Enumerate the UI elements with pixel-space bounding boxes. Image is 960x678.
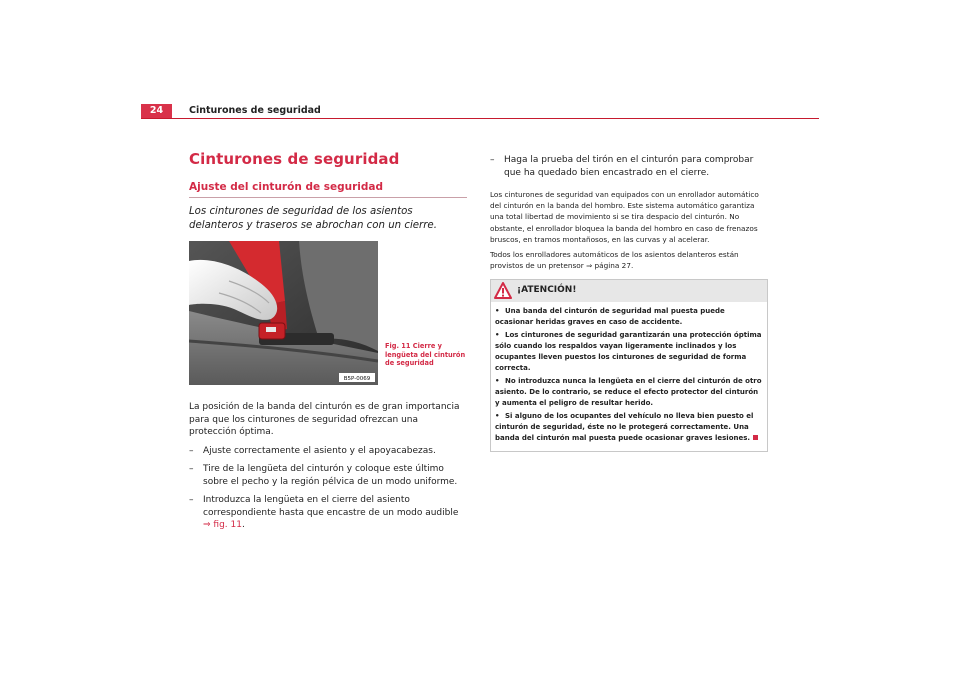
page-title: Cinturones de seguridad bbox=[189, 150, 400, 168]
bullet: • bbox=[495, 331, 500, 340]
header-title: Cinturones de seguridad bbox=[189, 105, 321, 116]
end-mark-icon bbox=[753, 435, 758, 440]
warning-item-text: Si alguno de los ocupantes del vehículo no lleva bien puesto el cinturón de seguridad, éste no le protegerá correctamente. Una banda del cinturón mal puesta puede ocasionar graves lesiones. bbox=[495, 412, 754, 443]
warning-title: ¡ATENCIÓN! bbox=[517, 285, 577, 296]
warning-item-text: Una banda del cinturón de seguridad mal puesta puede ocasionar heridas graves en caso de accidente. bbox=[495, 307, 725, 327]
list-item bbox=[189, 445, 467, 458]
list-item bbox=[189, 494, 467, 532]
warning-box bbox=[490, 279, 768, 452]
page-number: 24 bbox=[141, 104, 172, 118]
list-item-text: Tire de la lengüeta del cinturón y coloque este último sobre el pecho y la región pélvica de un modo uniforme. bbox=[203, 464, 458, 487]
list-item-text: Haga la prueba del tirón en el cinturón para comprobar que ha quedado bien encastrado en el cierre. bbox=[504, 155, 754, 178]
warning-triangle-icon bbox=[494, 282, 512, 303]
list-dash: – bbox=[189, 445, 194, 456]
list-dash: – bbox=[490, 155, 495, 165]
warning-item bbox=[495, 330, 763, 374]
bullet: • bbox=[495, 412, 500, 421]
warning-body bbox=[491, 302, 767, 451]
intro-paragraph: La posición de la banda del cinturón es de gran importancia para que los cinturones de seguridad ofrezcan una protección óptima. bbox=[189, 402, 460, 437]
warning-item-text: Los cinturones de seguridad garantizarán una protección óptima sólo cuando los respaldos vayan ligeramente inclinados y los ocupantes lleven puestos los cinturones de seguridad de forma correcta. bbox=[495, 331, 762, 373]
list-dash: – bbox=[189, 464, 194, 474]
pretensioner-text: Todos los enrolladores automáticos de los asientos delanteros están provistos de un pretensor bbox=[490, 250, 739, 271]
figure-link[interactable]: ⇒ fig. 11 bbox=[203, 520, 242, 530]
pretensioner-paragraph bbox=[490, 249, 770, 271]
page-header bbox=[141, 104, 819, 119]
list-dash: – bbox=[189, 495, 194, 505]
list-item bbox=[189, 463, 467, 488]
list-item-text: Ajuste correctamente el asiento y el apoyacabezas. bbox=[203, 445, 436, 456]
list-item-end: . bbox=[241, 520, 245, 530]
figure-caption: Fig. 11 Cierre y lengüeta del cinturón de seguridad bbox=[385, 342, 466, 367]
figure-code: B5P-0069 bbox=[343, 376, 371, 382]
right-column bbox=[490, 150, 770, 452]
bullet: • bbox=[495, 307, 500, 316]
figure bbox=[189, 241, 467, 387]
lead-text: Los cinturones de seguridad de los asientos delanteros y traseros se abrochan con un cierre. bbox=[189, 206, 437, 231]
warning-item bbox=[495, 411, 763, 444]
list-item-text: Introduzca la lengüeta en el cierre del asiento correspondiente hasta que encastre de un modo audible bbox=[203, 495, 459, 518]
page-link[interactable]: ⇒ página 27 bbox=[586, 261, 631, 271]
warning-item bbox=[495, 306, 763, 328]
warning-item bbox=[495, 376, 763, 409]
retractor-paragraph: Los cinturones de seguridad van equipados con un enrollador automático del cinturón en la banda del hombro. Este sistema automático garantiza una total libertad de movimiento si se tira despacio del cinturón. No obstante, el enrollador bloquea la banda del hombro en caso de frenazos bruscos, en tramos montañosos, en las curvas y al acelerar. bbox=[490, 190, 759, 244]
list-item bbox=[490, 154, 770, 179]
section-heading: Ajuste del cinturón de seguridad bbox=[189, 181, 467, 198]
bullet: • bbox=[495, 377, 500, 386]
warning-header bbox=[491, 280, 767, 302]
pretensioner-end: . bbox=[630, 261, 634, 271]
left-column bbox=[189, 150, 467, 532]
warning-item-text: No introduzca nunca la lengüeta en el cierre del cinturón de otro asiento. De lo contrario, se reduce el efecto protector del cinturón y aumenta el peligro de resultar herido. bbox=[495, 377, 762, 408]
seat-belt-photo bbox=[189, 241, 378, 385]
